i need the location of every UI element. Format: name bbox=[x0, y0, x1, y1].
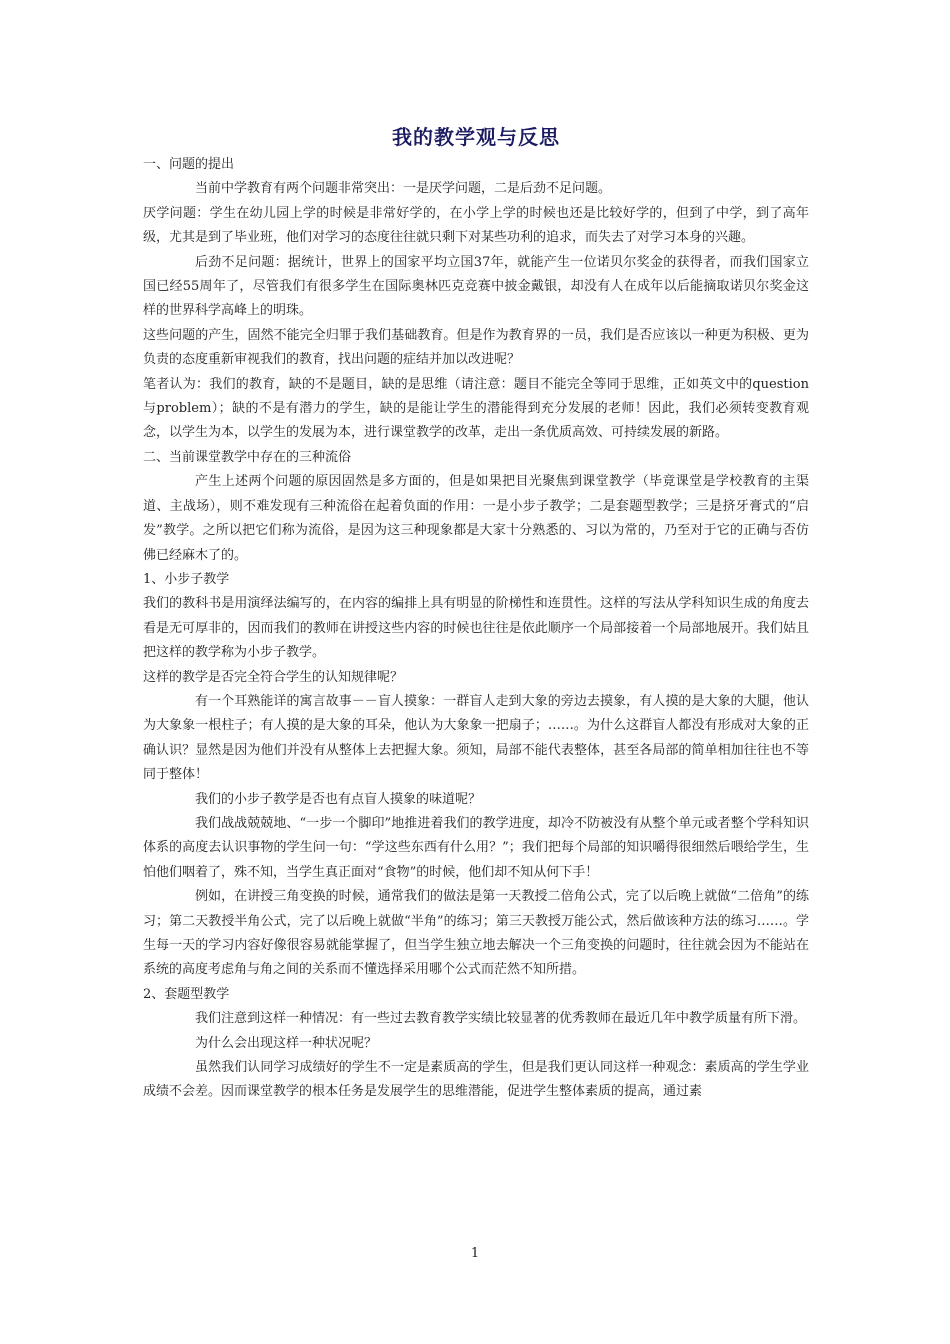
paragraph: 1、小步子教学 bbox=[143, 571, 230, 587]
paragraph: 厌学问题：学生在幼儿园上学的时候是非常好学的，在小学上学的时候也还是比较好学的，但到了中学，到了高年级，尤其是到了毕业班，他们对学习的态度往往就只剩下对某些功利的追求，而失去了对学习本身的兴趣。 bbox=[143, 205, 809, 246]
paragraph: 虽然我们认同学习成绩好的学生不一定是素质高的学生，但是我们更认同这样一种观念：素质高的学生学业成绩不会差。因而课堂教学的根本任务是发展学生的思维潜能，促进学生整体素质的提高，通过素 bbox=[143, 1060, 809, 1100]
paragraph: 我们注意到这样一种情况：有一些过去教育教学实绩比较显著的优秀教师在最近几年中教学质量有所下滑。 bbox=[195, 1011, 807, 1027]
paragraph-list bbox=[143, 153, 809, 1105]
paragraph: 笔者认为：我们的教育，缺的不是题目，缺的是思维（请注意：题目不能完全等同于思维，正如英文中的question与problem）；缺的不是有潜力的学生，缺的是能让学生的潜能得到充分发展的老师！因此，我们必须转变教育观念，以学生为本，以学生的发展为本，进行课堂教学的改革，走出一条优质高效、可持续发展的新路。 bbox=[143, 376, 809, 441]
paragraph: 为什么会出现这样一种状况呢？ bbox=[195, 1035, 378, 1051]
paragraph: 我们的小步子教学是否也有点盲人摸象的味道呢？ bbox=[195, 791, 482, 807]
paragraph: 这些问题的产生，固然不能完全归罪于我们基础教育。但是作为教育界的一员，我们是否应该以一种更为积极、更为负责的态度重新审视我们的教育，找出问题的症结并加以改进呢？ bbox=[143, 327, 809, 368]
paragraph: 产生上述两个问题的原因固然是多方面的，但是如果把目光聚焦到课堂教学（毕竟课堂是学校教育的主渠道、主战场），则不难发现有三种流俗在起着负面的作用：一是小步子教学；二是套题型教学；三是挤牙膏式的“启发”教学。之所以把它们称为流俗，是因为这三种现象都是大家十分熟悉的、习以为常的，乃至对于它的正确与否仿佛已经麻木了的。 bbox=[143, 474, 809, 563]
paragraph: 当前中学教育有两个问题非常突出：一是厌学问题，二是后劲不足问题。 bbox=[195, 181, 612, 197]
page-number: 1 bbox=[470, 1246, 480, 1261]
paragraph: 2、套题型教学 bbox=[143, 986, 230, 1002]
document-title: 我的教学观与反思 bbox=[392, 125, 560, 149]
paragraph: 二、当前课堂教学中存在的三种流俗 bbox=[143, 449, 352, 465]
paragraph: 这样的教学是否完全符合学生的认知规律呢？ bbox=[143, 669, 404, 685]
paragraph: 我们的教科书是用演绎法编写的，在内容的编排上具有明显的阶梯性和连贯性。这样的写法从学科知识生成的角度去看是无可厚非的，因而我们的教师在讲授这些内容的时候也往往是依此顺序一个局部接着一个局部地展开。我们姑且把这样的教学称为小步子教学。 bbox=[143, 596, 809, 661]
paragraph: 例如，在讲授三角变换的时候，通常我们的做法是第一天教授二倍角公式，完了以后晚上就做“二倍角”的练习；第二天教授半角公式，完了以后晚上就做“半角”的练习；第三天教授万能公式，然后做该种方法的练习……。学生每一天的学习内容好像很容易就能掌握了，但当学生独立地去解决一个三角变换的问题时，往往就会因为不能站在系统的高度考虑角与角之间的关系而不懂选择采用哪个公式而茫然不知所措。 bbox=[143, 889, 809, 978]
paragraph: 一、问题的提出 bbox=[143, 157, 235, 172]
paragraph: 我们战战兢兢地、“一步一个脚印”地推进着我们的教学进度，却冷不防被没有从整个单元或者整个学科知识体系的高度去认识事物的学生问一句：“学这些东西有什么用？”；我们把每个局部的知识嚼得很细然后喂给学生，生怕他们咽着了，殊不知，当学生真正面对“食物”的时候，他们却不知从何下手！ bbox=[143, 815, 809, 880]
paragraph: 有一个耳熟能详的寓言故事－－盲人摸象：一群盲人走到大象的旁边去摸象，有人摸的是大象的大腿，他认为大象象一根柱子；有人摸的是大象的耳朵，他认为大象象一把扇子；……。为什么这群盲人都没有形成对大象的正确认识？显然是因为他们并没有从整体上去把握大象。须知，局部不能代表整体，甚至各局部的简单相加往往也不等同于整体！ bbox=[143, 693, 809, 783]
document-body bbox=[143, 122, 809, 1105]
paragraph: 后劲不足问题：据统计，世界上的国家平均立国37年，就能产生一位诺贝尔奖金的获得者，而我们国家立国已经55周年了，尽管我们有很多学生在国际奥林匹克竞赛中披金戴银，却没有人在成年以后能摘取诺贝尔奖金这样的世界科学高峰上的明珠。 bbox=[143, 254, 809, 319]
